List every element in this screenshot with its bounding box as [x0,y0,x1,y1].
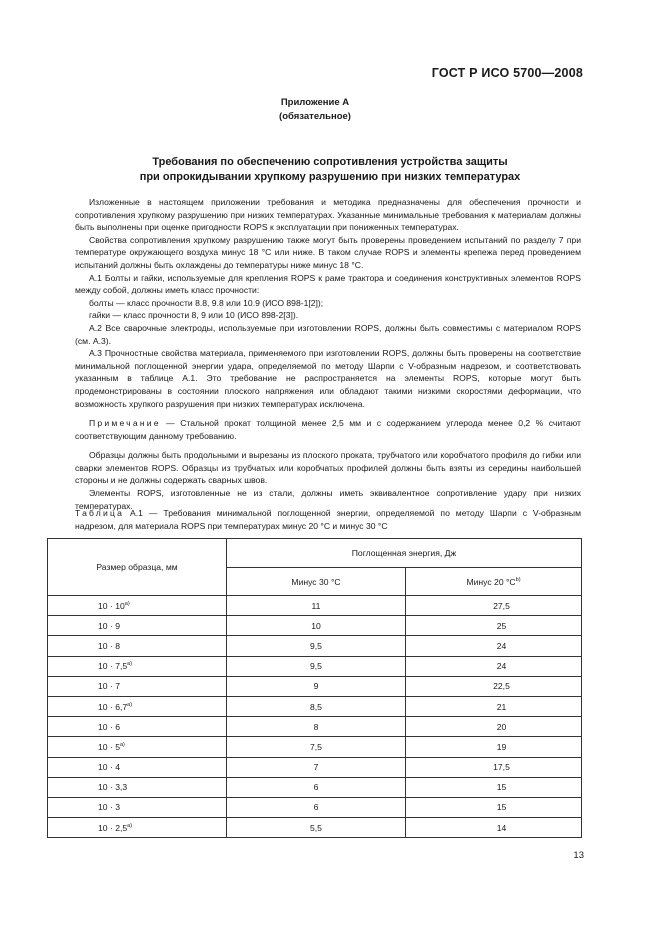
note-label: Примечание [89,418,161,429]
paragraph-a2: А.2 Все сварочные электроды, используемые при изготовлении ROPS, должны быть совместимы с материалом ROPS (см. А.3). [75,322,581,346]
section-title-line-1: Требования по обеспечению сопротивления устройства защиты [152,156,508,168]
table-row [48,636,582,656]
cell-size-note: a) [127,701,133,708]
cell-energy-minus-20: 25 [406,616,582,636]
section-title-line-2: при опрокидывании хрупкому разрушению при низких температурах [139,171,521,183]
section-title [80,155,580,185]
cell-energy-minus-30: 5,5 [227,818,406,838]
note [75,417,581,442]
cell-size-note: a) [124,600,130,607]
cell-energy-minus-30: 10 [227,616,406,636]
annex-title: Приложение А [280,97,350,108]
cell-size [48,777,227,797]
cell-energy-minus-30: 7,5 [227,737,406,757]
cell-size [48,757,227,777]
cell-size-value: 10 · 6 [98,721,120,732]
table-row [48,616,582,636]
cell-size-value: 10 · 2,5 [98,822,128,833]
table-row [48,696,582,716]
table-row [48,596,582,616]
header-minus-20-label: Минус 20 °С [466,576,516,587]
paragraph-testing: Свойства сопротивления хрупкому разрушению также могут быть проверены проведением испытаний по разделу 7 при температуре окружающего воздуха минус 18 °С или ниже. В таком случае ROPS и элементы крепежа перед проведением испытаний должны быть охлаждены до температуры ниже минус 18 °С. [75,234,581,270]
cell-size [48,656,227,676]
cell-size-value: 10 · 3,3 [98,782,128,793]
paragraph-a1: А.1 Болты и гайки, используемые для крепления ROPS к раме трактора и соединения конструктивных элементов ROPS между собой, должны иметь класс прочности: [75,272,581,296]
cell-energy-minus-30: 6 [227,777,406,797]
cell-size [48,818,227,838]
table-row [48,818,582,838]
cell-energy-minus-30: 8 [227,717,406,737]
cell-energy-minus-20: 20 [406,717,582,737]
cell-size [48,676,227,696]
table-row [48,656,582,676]
header-absorbed-energy: Поглощенная энергия, Дж [227,539,582,568]
table-row [48,737,582,757]
cell-energy-minus-30: 8,5 [227,696,406,716]
table-row [48,676,582,696]
table-caption-label: Таблица [75,508,125,518]
paragraph-non-steel: Элементы ROPS, изготовленные не из стали, должны иметь эквивалентное сопротивление удару при низких температурах. [75,488,581,511]
header-minus-30: Минус 30 °С [227,568,406,596]
cell-energy-minus-20: 24 [406,636,582,656]
cell-energy-minus-20: 22,5 [406,676,582,696]
cell-size-note: a) [119,741,125,748]
annex-status: (обязательное) [279,111,351,122]
cell-size [48,636,227,656]
body-text [75,196,581,512]
energy-table [47,538,582,838]
cell-energy-minus-30: 9,5 [227,636,406,656]
cell-energy-minus-20: 15 [406,797,582,817]
cell-size [48,596,227,616]
cell-energy-minus-30: 7 [227,757,406,777]
cell-size [48,696,227,716]
cell-energy-minus-30: 9,5 [227,656,406,676]
cell-energy-minus-20: 24 [406,656,582,676]
cell-size-value: 10 · 4 [98,762,120,773]
paragraph-a3: А.3 Прочностные свойства материала, применяемого при изготовлении ROPS, должны быть проверены на соответствие минимальной поглощенной энергии удара, определяемой по методу Шарпи с V-образным надрезом, и соответствовать указанным в таблице А.1. Это требование не распространяется на элементы ROPS, которые могут быть продемонстрированы в состоянии плоского напряжения или обладают такими низкими скоростями деформации, что возможность хрупкого разрушения при низких температурах исключена. [75,348,581,409]
paragraph-bolts: болты — класс прочности 8.8, 9.8 или 10.9 (ИСО 898-1[2]); [89,297,324,308]
cell-energy-minus-30: 9 [227,676,406,696]
cell-size [48,737,227,757]
cell-size-value: 10 · 8 [98,640,120,651]
cell-energy-minus-20: 17,5 [406,757,582,777]
note-text: — Стальной прокат толщиной менее 2,5 мм и с содержанием углерода менее 0,2 % считают соответствующим данному требованию. [75,418,581,441]
table-row [48,797,582,817]
cell-size-note: a) [127,661,133,668]
header-specimen-size: Размер образца, мм [48,539,227,596]
annex-heading [0,96,630,124]
cell-energy-minus-20: 21 [406,696,582,716]
table-row [48,777,582,797]
cell-size-value: 10 · 7,5 [98,661,128,672]
cell-size-note: a) [127,822,133,829]
cell-size-value: 10 · 3 [98,802,120,813]
table-row [48,757,582,777]
cell-size-value: 10 · 6,7 [98,701,128,712]
cell-energy-minus-30: 6 [227,797,406,817]
document-code: ГОСТ Р ИСО 5700—2008 [431,66,583,80]
table-caption-text: А.1 — Требования минимальной поглощенной энергии, определяемой по методу Шарпи с V-образным надрезом, для материала ROPS при температурах минус 20 °С и минус 30 °С [75,508,581,531]
cell-energy-minus-30: 11 [227,596,406,616]
header-minus-20 [406,568,582,596]
cell-size-value: 10 · 7 [98,681,120,692]
cell-size [48,717,227,737]
cell-size [48,797,227,817]
cell-size [48,616,227,636]
page-number: 13 [573,850,584,861]
cell-energy-minus-20: 14 [406,818,582,838]
paragraph-intro: Изложенные в настоящем приложении требования и методика предназначены для обеспечения прочности и сопротивления хрупкому разрушению при низких температурах. Указанные минимальные требования к материалам должны быть выполнены при оценке пригодности ROPS к эксплуатации при пониженных температурах. [75,197,581,233]
cell-energy-minus-20: 19 [406,737,582,757]
cell-size-value: 10 · 10 [98,600,125,611]
cell-size-value: 10 · 5 [98,741,120,752]
cell-energy-minus-20: 15 [406,777,582,797]
table-row [48,717,582,737]
cell-energy-minus-20: 27,5 [406,596,582,616]
header-minus-20-note: b) [515,576,521,583]
cell-size-value: 10 · 9 [98,620,120,631]
paragraph-specimens: Образцы должны быть продольными и вырезаны из плоского проката, трубчатого или коробчатого профиля до гибки или сварки элементов ROPS. Образцы из трубчатых или коробчатых профилей должны быть взяты из середины наибольшей стороны и не должны содержать сварных швов. [75,450,581,486]
table-caption [75,507,581,532]
paragraph-nuts: гайки — класс прочности 8, 9 или 10 (ИСО 898-2[3]). [89,310,299,321]
